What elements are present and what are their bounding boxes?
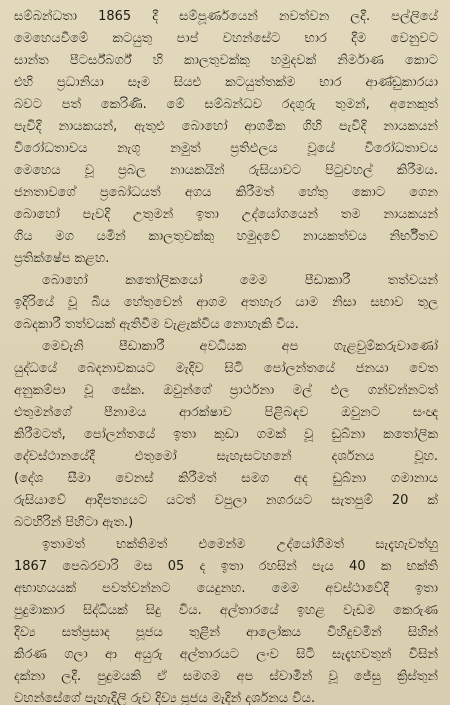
text-line: ජනතාවගේ ප්‍රබෝධයත් අගය කිරීමත් හේතු කොට ගෙන — [14, 185, 438, 200]
text-line: බොහෝ කතෝලිකයෝ මෙම පීඩාකාරී තත්වයන් — [42, 273, 438, 288]
text-line: සම්බන්ධතා 1865 දී සම්පූර්ණයෙන් නවත්වන ලදී. පල්ලියේ — [14, 9, 438, 24]
text-line: බටහිරින් පිහිටා ඇත.) — [14, 515, 134, 530]
text-line: ඉතාමත් භක්තිමත් එමෙන්ම උද්යෝගිමත් සැදැහැවත්හු — [42, 537, 438, 552]
text-line: මෙහෙය වූ ප්‍රබල නායකයින් රුසියාවට පිටුවහල් කිරීමය. — [14, 163, 438, 178]
text-line: (දේශ සීමා වෙනස් කිරීමත් සමග අද ඩුබ්නා ගමානාය — [14, 471, 438, 486]
text-line: අභාහයයක් පවත්වන්නට යෙදුනහ. මෙම අවස්ථාවේදී ඉතා — [14, 581, 438, 596]
body-text — [14, 6, 438, 705]
text-line: දිව්‍ය සත්ප්‍රසාද පූජය තුළින් ආලෝකය විහිදුවමින් සිහින් — [14, 625, 438, 640]
text-line: අනුකම්පා වූ සේක. ඔවුන්ගේ ප්‍රාර්ථනා මල් ඵල ගන්වන්නටත් — [14, 383, 438, 398]
text-line: ප්‍රතික්ෂේප කළහ. — [14, 251, 110, 266]
text-line: යුද්ධයේ බෙදනාවකයට මැදිව සිටි පෝලන්තයේ ජනයා වෙත — [14, 361, 438, 376]
text-line: කිරීමටත්, පෝලන්තයේ ඉතා කුඩා ගමක් වූ ඩුබ්නා කතෝලික — [14, 427, 438, 442]
text-line: වහන්සේගේ පැහැදිලි රුව දිව්‍ය පූජය මැදින් දර්ශනය විය. — [14, 691, 316, 705]
text-line: ඉදිරියේ වූ බිය හේතුවෙන් ආගම අතහැර යාම නිසා සභාව තුල — [14, 295, 438, 310]
paragraph — [14, 534, 438, 705]
text-line: සාන්ත පීටර්ස්බර්ග් හි කාලතුවක්කු හමුදවක් නිර්මාණ කොට — [14, 53, 438, 68]
paragraph — [14, 6, 438, 270]
paragraph — [14, 270, 438, 336]
text-line: එතුමන්ගේ පීනාමය ආරක්ෂාව පිළිබඳව ඔවුනට සංඥ — [14, 405, 438, 420]
text-line: ගිය මග යමින් කාලතුවක්කු හමුදවේ නායකත්වය නිර්භීතව — [14, 229, 438, 244]
text-line: පැවිදි නායකයන්, ඇතුළු බොහෝ ආගමික ගිහි පැවිදි නායකයන් — [14, 119, 438, 134]
text-line: මෙවැනි පීඩාකාරී අවධියක අප ගැළවුම්කරුවාණෝ — [42, 339, 438, 354]
text-line: පුදුමාකාර සිද්ධියක් සිදු විය. අල්තාරයේ ඉහළ වැඩම කෙරුණ — [14, 603, 438, 618]
text-line: බවට පත් කෙරිණි. මේ සම්බන්ධව රදගුරු තුමන්, අනෙකුත් — [14, 97, 438, 112]
text-line: දක්නා ලදී. පුදුමයකි ඒ සමගම අප ස්වාමීන් වූ ජේසු ක්‍රිස්තුන් — [14, 669, 438, 684]
text-line: විරෝධතාවය නැගූ නමුත් ප්‍රතිඵලය වූයේ විරෝධතාවය — [14, 141, 438, 156]
text-line: කිරණ ගලා ආ අයුරු අල්තාරයට ලංව සිටි සැදැහවතුන් විසින් — [14, 647, 438, 662]
text-line: මෙහෙයවීමේ කටයුතු පාප් වහන්සේට භාර දීම වෙනුවට — [14, 31, 438, 46]
text-line: බෙදකාරී තත්වයක් ඇතිවීම වැළැක්විය නොහැකි විය. — [14, 317, 299, 332]
text-line: රුසියාවේ ආදිපත්‍යයට යටත් වපුලා නගරයට සැතපුම් 20 ක් — [14, 493, 438, 508]
text-line: එහි ප්‍රධානියා සෑම සියළු කටයුත්තක්ම භාර ආණ්ඩුකාරයා — [14, 75, 438, 90]
paragraph — [14, 336, 438, 534]
text-line: දේවස්ථානයේදී එතුමෝ සැහැසටහනේ දර්ශනය වූහ. — [14, 449, 438, 464]
text-line: 1867 පෙබරවාරි මස 05 ද ඉතා රහසින් පැය 40 ක භක්ති — [14, 559, 438, 574]
text-line: බොහෝ පැවදි උතුමන් ඉතා උද්යෝගයෙන් තම නායකයන් — [14, 207, 438, 222]
